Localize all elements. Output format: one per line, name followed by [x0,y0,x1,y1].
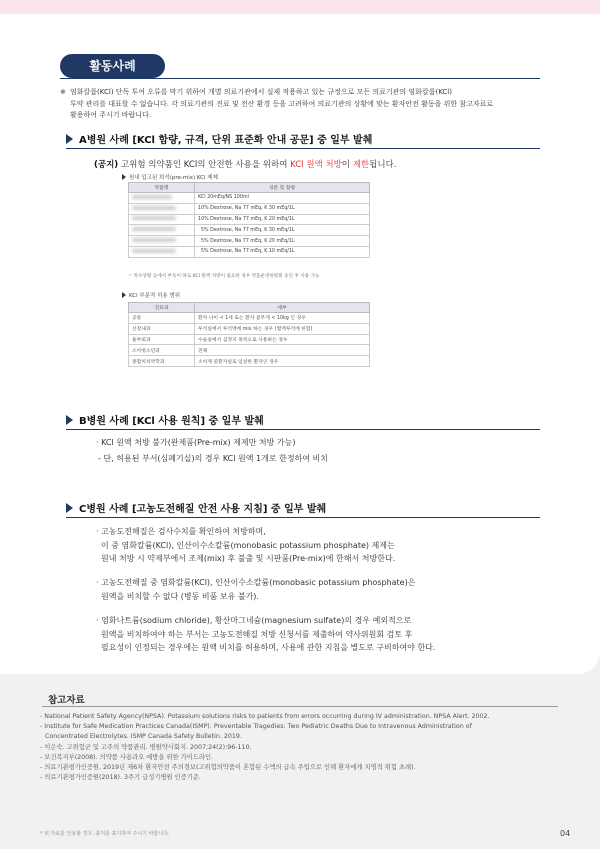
table-cell: 소아청소년과 [129,345,195,356]
notice-line-1: 염화칼륨(KCl) 단독 투여 오류를 막기 위하여 개별 의료기관에서 실제 적용하고 있는 규정으로 모든 의료기관의 염화칼륨(KCl) [70,88,452,96]
table-row [129,236,370,247]
table-cell: KCl 20mEq/NS 100ml [195,193,370,204]
arrow-right-icon [66,134,73,144]
notice-mark: ※ [60,88,66,96]
case-c-p1-line-1: · 고농도전해질은 검사수치를 확인하여 처방하며, [96,527,266,536]
case-c-p3-line-1: · 염화나트륨(sodium chloride), 황산마그네슘(magnesium sulfate)의 경우 예외적으로 [96,616,412,625]
triangle-bullet-icon [122,174,126,180]
case-a-divider [66,148,540,149]
permitted-range-table [128,302,370,367]
notice-line-2: 투약 관리를 대표할 수 없습니다. 각 의료기관의 진료 및 전산 환경 등을 고려하여 의료기관의 상황에 맞는 환자안전 활동을 위한 참고자료로 [70,99,494,108]
section-tab: 활동사례 [60,54,165,78]
table-header: 세부 [195,303,370,313]
case-b-title: B병원 사례 [KCl 사용 원칙] 중 일부 발췌 [79,416,264,427]
case-c-paragraph-2 [96,576,526,603]
table-row [129,323,370,334]
table-row [129,313,370,324]
references-list [40,712,560,783]
table-row [129,225,370,236]
case-a-title: A병원 사례 [KCl 함량, 규격, 단위 표준화 안내 공문] 중 일부 발췌 [79,135,373,146]
table-cell: 신장내과 [129,323,195,334]
reference-item: - 의료기관평가인증원. 2019년 제6차 환자안전 주의경보(고위험의약품이 혼합된 수액의 급속 주입으로 인해 환자에게 치명적 위험 초래). [40,764,416,772]
table2-label [122,291,180,299]
table-cell: 환자 나이 < 1세 또는 환자 몸무게 < 10kg 인 경우 [195,313,370,324]
table-header-row [129,303,370,313]
table-header: 약품명 [129,183,195,193]
case-c-p3-line-3: 필요성이 인정되는 경우에는 원액 비치를 허용하며, 사용에 관한 지침을 별도로 구비하여야 한다. [101,643,436,652]
gongji-text-1: 고위험 의약품인 KCl의 안전한 사용을 위하여 [118,160,291,170]
table-cell: 5% Dextrose, Na 77 mEq, K 20 mEq/1L [195,236,370,247]
footer-note: * 위 자료를 인용할 경우, 출처를 표기하여 주시기 바랍니다. [40,831,170,837]
arrow-right-icon [66,503,73,513]
reference-item: Concentrated Electrolytes. ISMP Canada Safety Bulletin. 2019. [45,733,242,741]
table-cell: 흉부외과 [129,334,195,345]
table-row [129,345,370,356]
table-cell: 투석실에서 투석액에 mix 하는 경우 (혈액투석에 한함) [195,323,370,334]
case-c-title: C병원 사례 [고농도전해질 안전 사용 지침] 중 일부 발췌 [79,504,327,515]
references-title: 참고자료 [48,695,85,706]
table-cell: 수술실에서 심정지 목적으로 사용하는 경우 [195,334,370,345]
case-c-paragraph-1 [96,525,526,566]
table-cell: 종합처치약학과 [129,356,195,367]
gongji-red-1: KCl 원액 처방 [290,160,342,170]
table1-label [122,173,218,181]
case-c-divider [66,517,540,518]
table-cell: 5% Dextrose, Na 77 mEq, K 30 mEq/1L [195,225,370,236]
case-c-paragraph-3 [96,614,526,655]
case-b-line-2: - 단, 허용된 부서(심폐기실)의 경우 KCl 원액 1개로 한정하여 비치 [98,454,329,463]
reference-item: - National Patient Safety Agency(NPSA). Potassium solutions risks to patients from errors occurring during IV administration. NPSA Alert. 2002. [40,713,490,720]
table1-note: ☞ 특수상황 등에서 부득이 따로 KCl 원액 처방이 필요한 경우 약품운영위원회 승인 후 사용 가능 [128,274,320,279]
redacted-cell [129,203,195,214]
table-cell: 10% Dextrose, Na 77 mEq, K 30 mEq/1L [195,203,370,214]
table-header: 성분 및 함량 [195,183,370,193]
table-cell: 전체 [195,345,370,356]
table-header-row [129,183,370,193]
case-b-line-1: · KCl 원액 처방 불가(완제품(Pre-mix) 제제만 처방 가능) [96,438,296,447]
gongji-text-2: 이 [341,160,353,170]
case-c-p1-line-2: 이 중 염화칼륨(KCl), 인산이수소칼륨(monobasic potassium phosphate) 제제는 [101,540,395,550]
redacted-cell [129,193,195,204]
case-c-p3-line-2: 원액을 비치하여야 하는 부서는 고농도전해질 처방 신청서를 제출하여 약사위원회 검토 후 [101,629,413,639]
table-row [129,214,370,225]
content-card [0,14,600,674]
case-b-divider [66,429,540,430]
table-row [129,203,370,214]
table-cell: 10% Dextrose, Na 77 mEq, K 20 mEq/1L [195,214,370,225]
case-b-heading [66,412,264,427]
table-cell: 공통 [129,313,195,324]
reference-item: - 보건복지부(2008). 의약품 사용과오 예방을 위한 가이드라인. [40,753,214,761]
gongji-text-3: 됩니다. [369,160,397,170]
arrow-right-icon [66,415,73,425]
section-divider [60,78,540,79]
table-row [129,246,370,257]
case-c-p2-line-1: · 고농도전해질 중 염화칼륨(KCl), 인산이수소칼륨(monobasic potassium phosphate)은 [96,578,416,587]
reference-item: - Institute for Safe Medication Practices Canada(ISMP). Preventable Tragedies: Two Pediatric Deaths Due to Intravenous Administration of [40,723,472,731]
case-c-p2-line-2: 원액을 비치할 수 없다 (병동 비품 보유 불가). [101,591,259,601]
case-c-heading [66,500,326,515]
table-cell: 5% Dextrose, Na 77 mEq, K 10 mEq/1L [195,246,370,257]
table-header: 진료과 [129,303,195,313]
gongji-red-2: 제한 [352,160,370,170]
page-number: 04 [560,829,571,838]
top-accent-band [0,0,600,14]
redacted-cell [129,225,195,236]
references-divider [42,706,558,707]
reference-item: - 의료기관평가인증원(2018). 3주기 급성기병원 인증기준. [40,774,201,782]
redacted-cell [129,214,195,225]
table-cell: 소아계 중환자실로 입실한 환자인 경우 [195,356,370,367]
case-a-heading [66,131,372,146]
redacted-cell [129,236,195,247]
premix-table [128,182,370,258]
table2-label-text: KCl 부분적 허용 범위 [129,293,181,299]
table-row [129,334,370,345]
redacted-cell [129,246,195,257]
triangle-bullet-icon [122,292,126,298]
table-row [129,193,370,204]
table1-label-text: 원내 입고된 희석(pre-mix) KCl 제제 [129,175,218,181]
case-a-notice [94,158,396,170]
reference-item: - 이은숙. 고위험군 및 고주의 약품관리. 병원약사회지. 2007;24(2):96-110. [40,743,252,751]
gongji-label: (공지) [94,160,119,170]
case-c-p1-line-3: 원내 처방 시 약제부에서 조제(mix) 후 불출 및 시판품(Pre-mix)에 한해서 처방한다. [101,554,396,563]
notice-block [60,87,550,122]
table-row [129,356,370,367]
notice-line-3: 활용하여 주시기 바랍니다. [70,111,152,119]
